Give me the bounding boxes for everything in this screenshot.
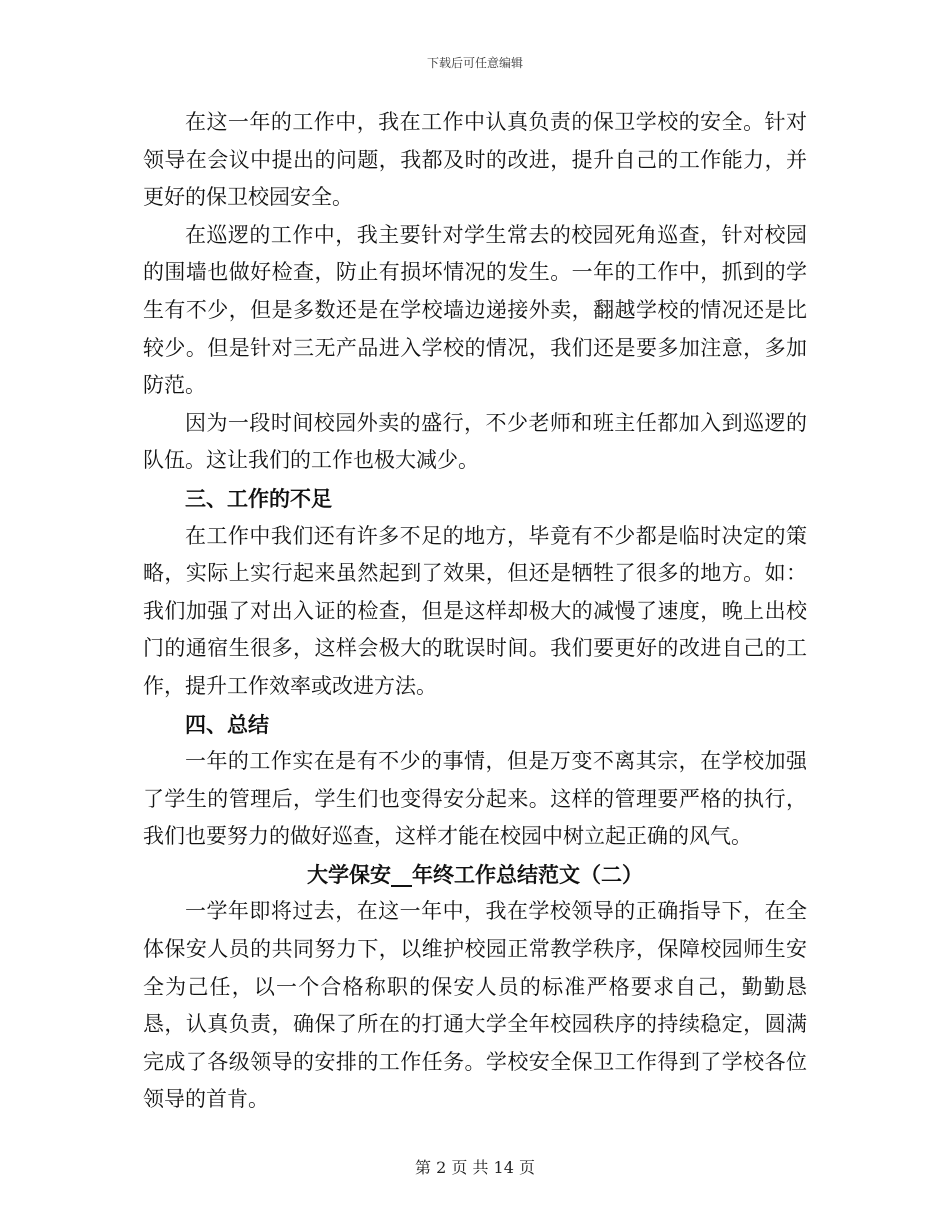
page-header-note: 下载后可任意编辑 [426,56,523,70]
article-title-2: 大学保安__年终工作总结范文（二） [307,861,643,887]
paragraph-2: 在巡逻的工作中，我主要针对学生常去的校园死角巡查，针对校园的围墙也做好检查，防止有损坏情况的发生。一年的工作中，抓到的学生有不少，但是多数还是在学校墙边递接外卖，翻越学校的情况还是比较少。但是针对三无产品进入学校的情况，我们还是要多加注意，多加防范。 [143,222,807,398]
paragraph-3: 因为一段时间校园外卖的盛行，不少老师和班主任都加入到巡逻的队伍。这让我们的工作也极大减少。 [143,410,807,473]
paragraph-6: 一学年即将过去，在这一年中，我在学校领导的正确指导下，在全体保安人员的共同努力下，以维护校园正常教学秩序，保障校园师生安全为己任，以一个合格称职的保安人员的标准严格要求自己，勤勤恳恳，认真负责，确保了所在的打通大学全年校园秩序的持续稳定，圆满完成了各级领导的安排的工作任务。学校安全保卫工作得到了学校各位领导的首肯。 [143,899,807,1112]
section-heading-shortcomings: 三、工作的不足 [185,485,332,511]
document-body [143,104,807,1119]
paragraph-4: 在工作中我们还有许多不足的地方，毕竟有不少都是临时决定的策略，实际上实行起来虽然起到了效果，但还是牺牲了很多的地方。如：我们加强了对出入证的检查，但是这样却极大的减慢了速度，晚上出校门的通宿生很多，这样会极大的耽误时间。我们要更好的改进自己的工作，提升工作效率或改进方法。 [143,523,807,698]
page-number-footer: 第 2 页 共 14 页 [415,1158,535,1177]
paragraph-1: 在这一年的工作中，我在工作中认真负责的保卫学校的安全。针对领导在会议中提出的问题，我都及时的改进，提升自己的工作能力，并更好的保卫校园安全。 [143,110,807,210]
paragraph-5: 一年的工作实在是有不少的事情，但是万变不离其宗，在学校加强了学生的管理后，学生们也变得安分起来。这样的管理要严格的执行，我们也要努力的做好巡查，这样才能在校园中树立起正确的风气。 [143,749,807,849]
section-heading-summary: 四、总结 [185,711,269,737]
